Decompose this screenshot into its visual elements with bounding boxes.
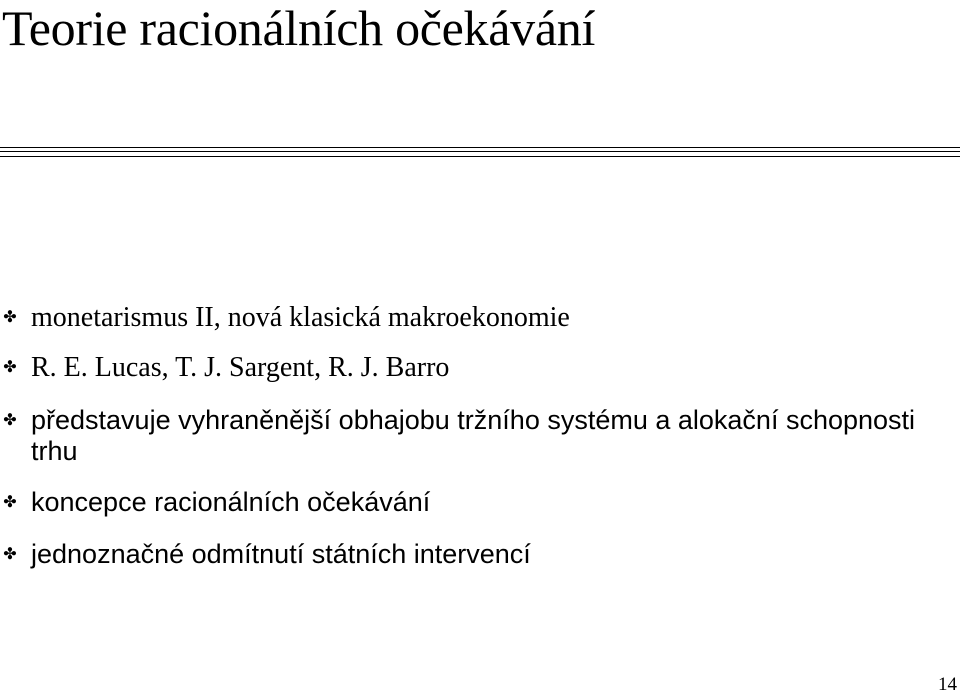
bullet-text: monetarismus II, nová klasická makroekonomie bbox=[31, 302, 570, 333]
bullet-text: koncepce racionálních očekávání bbox=[31, 487, 431, 517]
title-divider-line bbox=[0, 156, 960, 157]
title-divider-line bbox=[0, 147, 960, 148]
bullet-icon: ✤ bbox=[3, 309, 17, 326]
bullet-icon: ✤ bbox=[3, 546, 17, 563]
bullet-icon: ✤ bbox=[3, 494, 17, 511]
bullet-text: jednoznačné odmítnutí státních intervencí bbox=[31, 539, 531, 569]
bullet-icon: ✤ bbox=[3, 412, 17, 429]
page-number: 14 bbox=[938, 674, 957, 695]
bullet-text: představuje vyhraněnější obhajobu tržního systému a alokační schopnosti trhu bbox=[31, 405, 916, 466]
bullet-text: R. E. Lucas, T. J. Sargent, R. J. Barro bbox=[31, 352, 450, 383]
slide-title: Teorie racionálních očekávání bbox=[2, 0, 596, 56]
bullet-icon: ✤ bbox=[3, 359, 17, 376]
title-divider-line bbox=[0, 151, 960, 152]
